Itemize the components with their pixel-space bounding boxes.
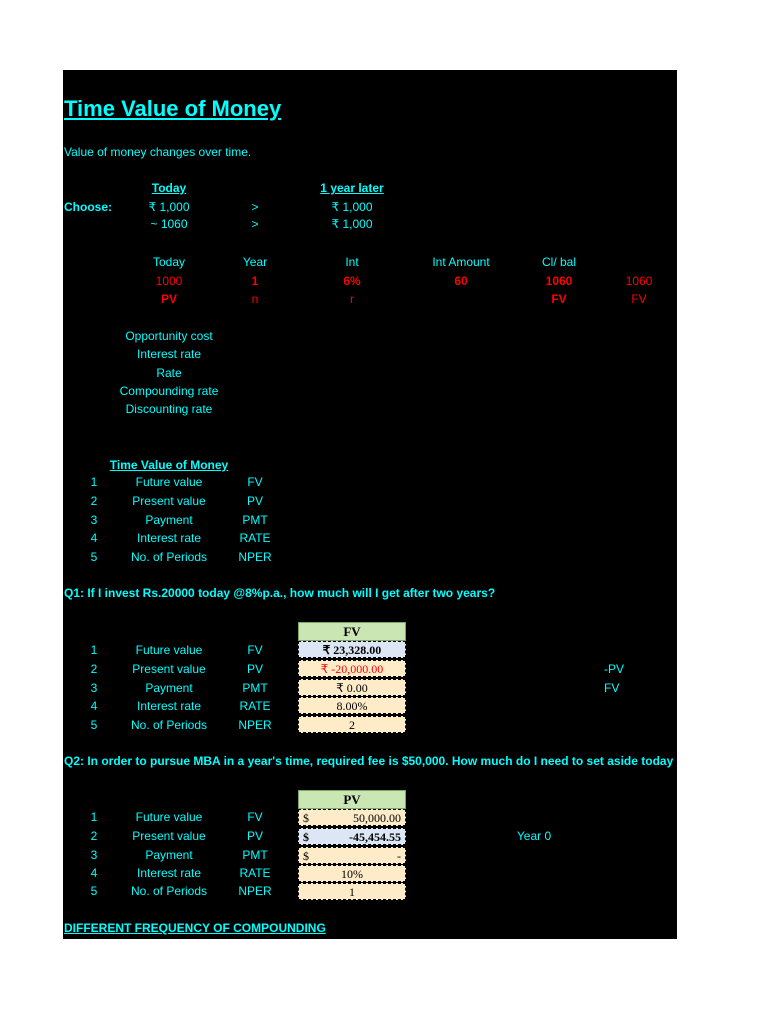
- q2-name-3: Payment: [145, 848, 193, 862]
- q1-question: Q1: If I invest Rs.20000 today @8%p.a., how much will I get after two years?: [64, 586, 496, 600]
- tvm-heading: Time Value of Money: [109, 458, 229, 472]
- q2-name-5: No. of Periods: [130, 884, 208, 898]
- q2-pmt-currency: $: [303, 849, 309, 863]
- q1-pv-cell[interactable]: ₹ -20,000.00: [298, 660, 406, 677]
- term-opportunity-cost: Opportunity cost: [125, 329, 213, 343]
- q2-name-2: Present value: [132, 829, 206, 843]
- q1-fv-cell[interactable]: ₹ 23,328.00: [298, 641, 406, 658]
- calc-value-year: 1: [251, 274, 259, 288]
- q1-name-2: Present value: [132, 662, 206, 676]
- today-header: Today: [151, 181, 187, 195]
- q1-num-1: 1: [90, 643, 98, 657]
- calc-symbol-n: n: [251, 292, 259, 306]
- calc-value-cl-bal: 1060: [545, 274, 573, 288]
- tvm-name-1: Future value: [135, 475, 203, 489]
- q2-box-header: PV: [298, 790, 406, 809]
- q2-pmt-value: -: [397, 849, 401, 863]
- calc-symbol-pv: PV: [160, 292, 178, 306]
- q2-question: Q2: In order to pursue MBA in a year's time, required fee is $50,000. How much do I need to set aside today: [64, 754, 674, 768]
- calc-symbol-fv-2: FV: [631, 292, 647, 306]
- q1-box-header: FV: [298, 622, 406, 641]
- tvm-num-1: 1: [90, 475, 98, 489]
- tvm-name-3: Payment: [145, 513, 193, 527]
- calc-value-today: 1000: [155, 274, 183, 288]
- tvm-abbr-5: NPER: [238, 550, 272, 564]
- q2-abbr-3: PMT: [242, 848, 268, 862]
- q2-fv-value: 50,000.00: [353, 811, 401, 825]
- q2-num-4: 4: [90, 866, 98, 880]
- tvm-num-4: 4: [90, 531, 98, 545]
- term-discounting-rate: Discounting rate: [125, 402, 213, 416]
- q1-abbr-4: RATE: [239, 699, 271, 713]
- tvm-num-2: 2: [90, 494, 98, 508]
- term-compounding-rate: Compounding rate: [119, 384, 219, 398]
- q1-note-neg-pv: -PV: [604, 662, 625, 676]
- choose-later-2: ₹ 1,000: [331, 217, 373, 231]
- q2-name-1: Future value: [135, 810, 203, 824]
- tvm-abbr-1: FV: [247, 475, 263, 489]
- q1-abbr-3: PMT: [242, 681, 268, 695]
- tvm-abbr-2: PV: [246, 494, 264, 508]
- tvm-name-4: Interest rate: [136, 531, 202, 545]
- q2-abbr-5: NPER: [238, 884, 272, 898]
- q1-num-5: 5: [90, 718, 98, 732]
- q2-num-2: 2: [90, 829, 98, 843]
- q1-abbr-5: NPER: [238, 718, 272, 732]
- term-rate: Rate: [156, 366, 182, 380]
- choose-later-1: ₹ 1,000: [331, 200, 373, 214]
- q2-num-5: 5: [90, 884, 98, 898]
- q2-pv-currency: $: [303, 830, 309, 844]
- q1-num-2: 2: [90, 662, 98, 676]
- tvm-name-5: No. of Periods: [130, 550, 208, 564]
- tvm-num-5: 5: [90, 550, 98, 564]
- q1-name-5: No. of Periods: [130, 718, 208, 732]
- calc-header-int: Int: [345, 255, 359, 269]
- q2-num-1: 1: [90, 810, 98, 824]
- q2-rate-cell[interactable]: 10%: [298, 865, 406, 882]
- choose-today-1: ₹ 1,000: [148, 200, 190, 214]
- calc-symbol-r: r: [350, 292, 354, 306]
- choose-arrow-1: >: [251, 200, 259, 214]
- q1-note-fv: FV: [604, 681, 620, 695]
- q1-abbr-2: PV: [246, 662, 264, 676]
- q1-name-3: Payment: [145, 681, 193, 695]
- q2-abbr-2: PV: [246, 829, 264, 843]
- q1-abbr-1: FV: [247, 643, 263, 657]
- calc-value-int: 6%: [343, 274, 361, 288]
- q1-num-4: 4: [90, 699, 98, 713]
- q2-nper-cell[interactable]: 1: [298, 883, 406, 900]
- q1-rate-cell[interactable]: 8.00%: [298, 697, 406, 714]
- q1-name-4: Interest rate: [136, 699, 202, 713]
- q2-num-3: 3: [90, 848, 98, 862]
- calc-header-today: Today: [152, 255, 186, 269]
- calc-value-int-amount: 60: [454, 274, 468, 288]
- spreadsheet: [63, 70, 677, 939]
- q2-abbr-1: FV: [247, 810, 263, 824]
- term-interest-rate: Interest rate: [136, 347, 202, 361]
- calc-symbol-fv-1: FV: [551, 292, 567, 306]
- calc-header-int-amount: Int Amount: [432, 255, 490, 269]
- later-header: 1 year later: [320, 181, 384, 195]
- q1-nper-cell[interactable]: 2: [298, 716, 406, 733]
- q2-pmt-cell[interactable]: [298, 847, 406, 864]
- q1-num-3: 3: [90, 681, 98, 695]
- q2-fv-currency: $: [303, 811, 309, 825]
- page-title: Time Value of Money: [64, 96, 282, 121]
- choose-arrow-2: >: [251, 217, 259, 231]
- q2-note-year0: Year 0: [516, 829, 552, 843]
- calc-header-year: Year: [242, 255, 268, 269]
- tvm-name-2: Present value: [132, 494, 206, 508]
- q2-fv-cell[interactable]: [298, 809, 406, 826]
- tvm-abbr-4: RATE: [239, 531, 271, 545]
- footer-heading: DIFFERENT FREQUENCY OF COMPOUNDING: [64, 921, 326, 935]
- calc-value-fv: 1060: [625, 274, 653, 288]
- tvm-num-3: 3: [90, 513, 98, 527]
- choose-today-2: ~ 1060: [150, 217, 188, 231]
- q1-pmt-cell[interactable]: ₹ 0.00: [298, 679, 406, 696]
- q2-name-4: Interest rate: [136, 866, 202, 880]
- choose-label: Choose:: [64, 200, 112, 214]
- tvm-abbr-3: PMT: [242, 513, 268, 527]
- calc-header-cl-bal: Cl/ bal: [541, 255, 577, 269]
- q2-pv-cell[interactable]: [298, 828, 406, 845]
- q2-abbr-4: RATE: [239, 866, 271, 880]
- intro-text: Value of money changes over time.: [64, 145, 252, 159]
- q1-name-1: Future value: [135, 643, 203, 657]
- q2-pv-value: -45,454.55: [349, 830, 401, 844]
